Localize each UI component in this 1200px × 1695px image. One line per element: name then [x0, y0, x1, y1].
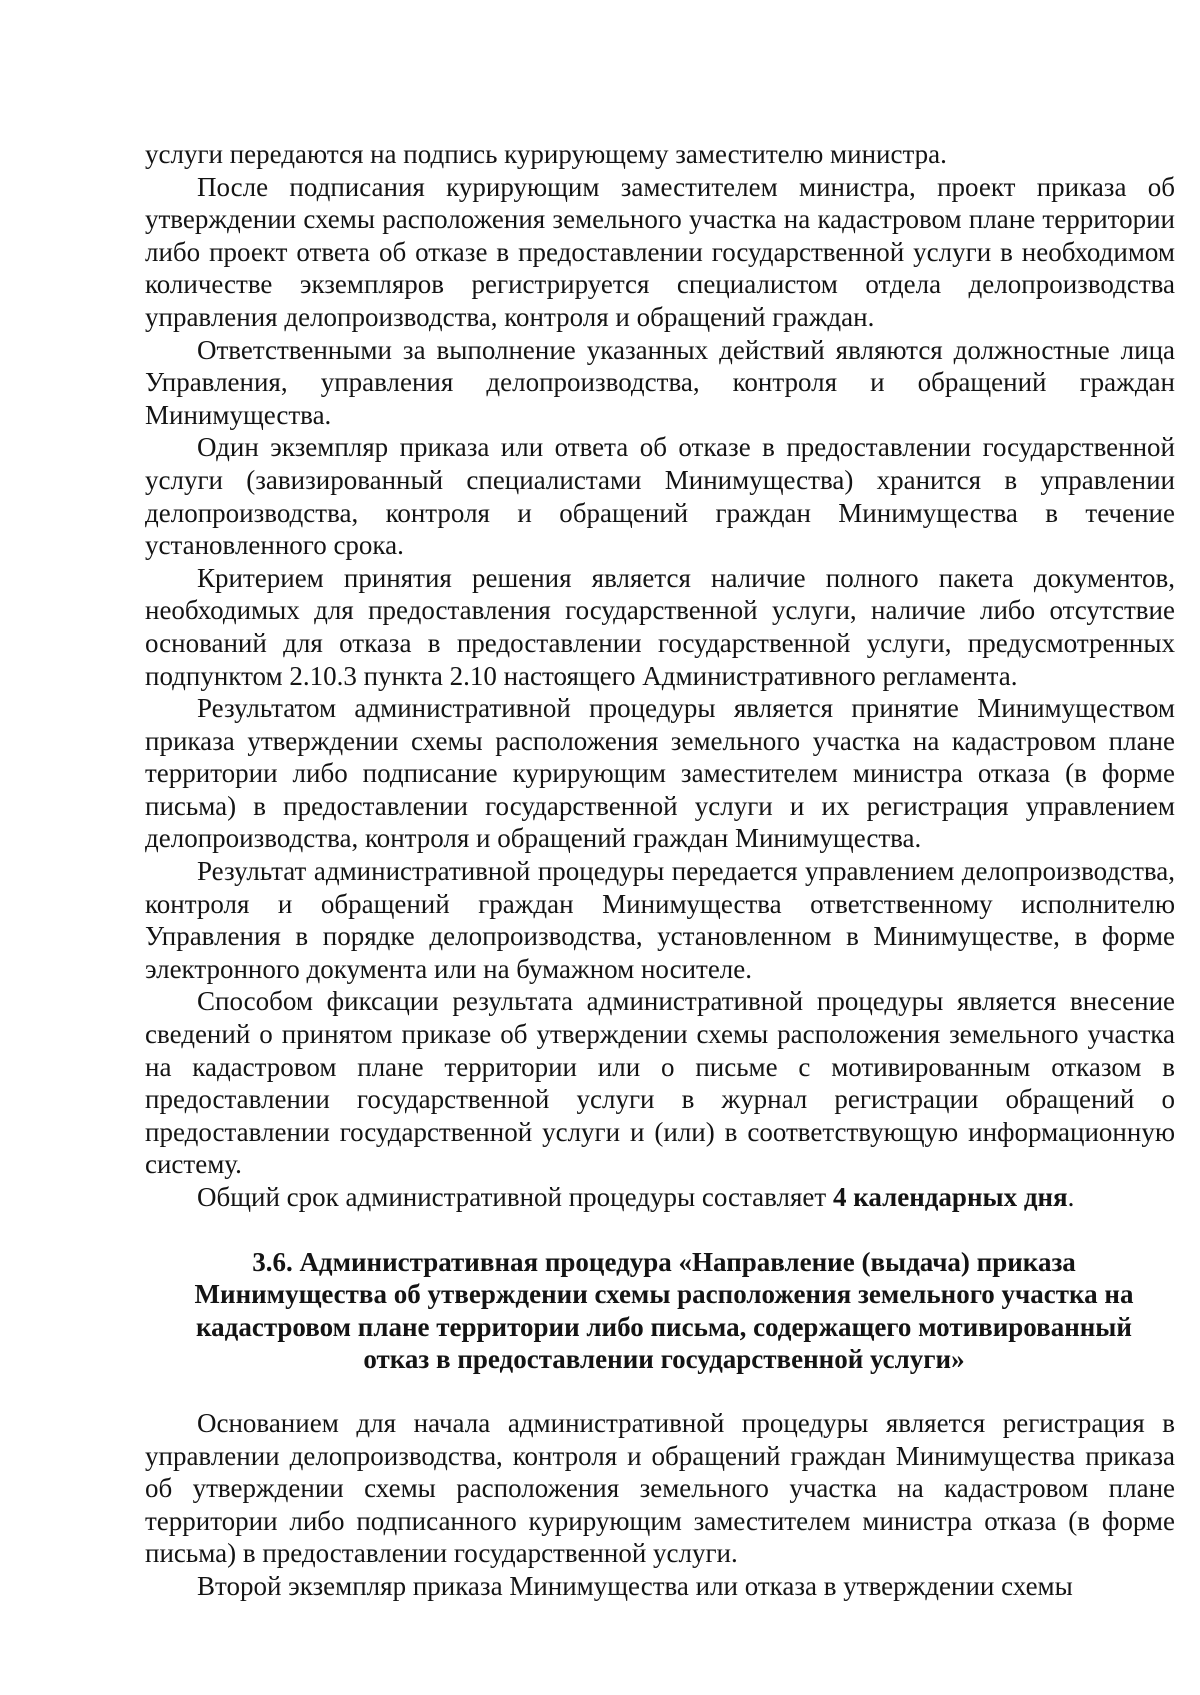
heading-line-2: Минимущества об утверждении схемы расположения земельного участка на: [194, 1279, 1134, 1310]
paragraph-fixation-method: Способом фиксации результата административной процедуры является внесение сведений о принятом приказе об утверждении схемы расположения земельного участка на кадастровом плане территории или о письме с мотивированным отказом в предоставлении государственной услуги в журнал регистрации обращений о предоставлении государственной услуги и (или) в соответствующую информационную систему.: [145, 986, 1175, 1180]
paragraph-second-copy: Второй экземпляр приказа Минимущества или отказа в утверждении схемы: [197, 1570, 1073, 1601]
paragraph-copy-storage: Один экземпляр приказа или ответа об отказе в предоставлении государственной услуги (завизированный специалистами Минимущества) хранится в управлении делопроизводства, контроля и обращений граждан Минимущества в течение установленного срока.: [145, 432, 1175, 561]
total-term-text: Общий срок административной процедуры составляет: [197, 1182, 833, 1212]
paragraph-continuation: услуги передаются на подпись курирующему заместителю министра.: [145, 139, 947, 169]
section-heading: [145, 1246, 1175, 1376]
document-page: [145, 138, 1175, 1603]
paragraph-responsible: Ответственными за выполнение указанных действий являются должностные лица Управления, управления делопроизводства, контроля и обращений граждан Минимущества.: [145, 334, 1175, 430]
paragraph-decision-criterion: Критерием принятия решения является наличие полного пакета документов, необходимых для предоставления государственной услуги, наличие либо отсутствие оснований для отказа в предоставлении государственной услуги, предусмотренных подпунктом 2.10.3 пункта 2.10 настоящего Административного регламента.: [145, 562, 1175, 691]
paragraph-total-term: [145, 1181, 1175, 1214]
heading-line-3: кадастровом плане территории либо письма, содержащего мотивированный: [196, 1311, 1132, 1342]
heading-line-1: 3.6. Административная процедура «Направление (выдача) приказа: [252, 1246, 1076, 1277]
total-term-days: 4 календарных дня: [832, 1182, 1068, 1212]
paragraph-registration: После подписания курирующим заместителем министра, проект приказа об утверждении схемы расположения земельного участка на кадастровом плане территории либо проект ответа об отказе в предоставлении государственной услуги в необходимом количестве экземпляров регистрируется специалистом отдела делопроизводства управления делопроизводства, контроля и обращений граждан.: [145, 171, 1175, 332]
total-term-end: .: [1067, 1182, 1075, 1212]
paragraph-basis: Основанием для начала административной процедуры является регистрация в управлении делопроизводства, контроля и обращений граждан Минимущества приказа об утверждении схемы расположения земельного участка на кадастровом плане территории либо подписанного курирующим заместителем министра отказа (в форме письма) в предоставлении государственной услуги.: [145, 1407, 1175, 1569]
paragraph-result: Результатом административной процедуры является принятие Минимуществом приказа утверждении схемы расположения земельного участка на кадастровом плане территории либо подписание курирующим заместителем министра отказа (в форме письма) в предоставлении государственной услуги и их регистрация управлением делопроизводства, контроля и обращений граждан Минимущества.: [145, 693, 1175, 854]
paragraph-result-transfer: Результат административной процедуры передается управлением делопроизводства, контроля и обращений граждан Минимущества ответственному исполнителю Управления в порядке делопроизводства, установленном в Минимуществе, в форме электронного документа или на бумажном носителе.: [145, 856, 1175, 984]
heading-line-4: отказ в предоставлении государственной услуги»: [363, 1344, 965, 1375]
